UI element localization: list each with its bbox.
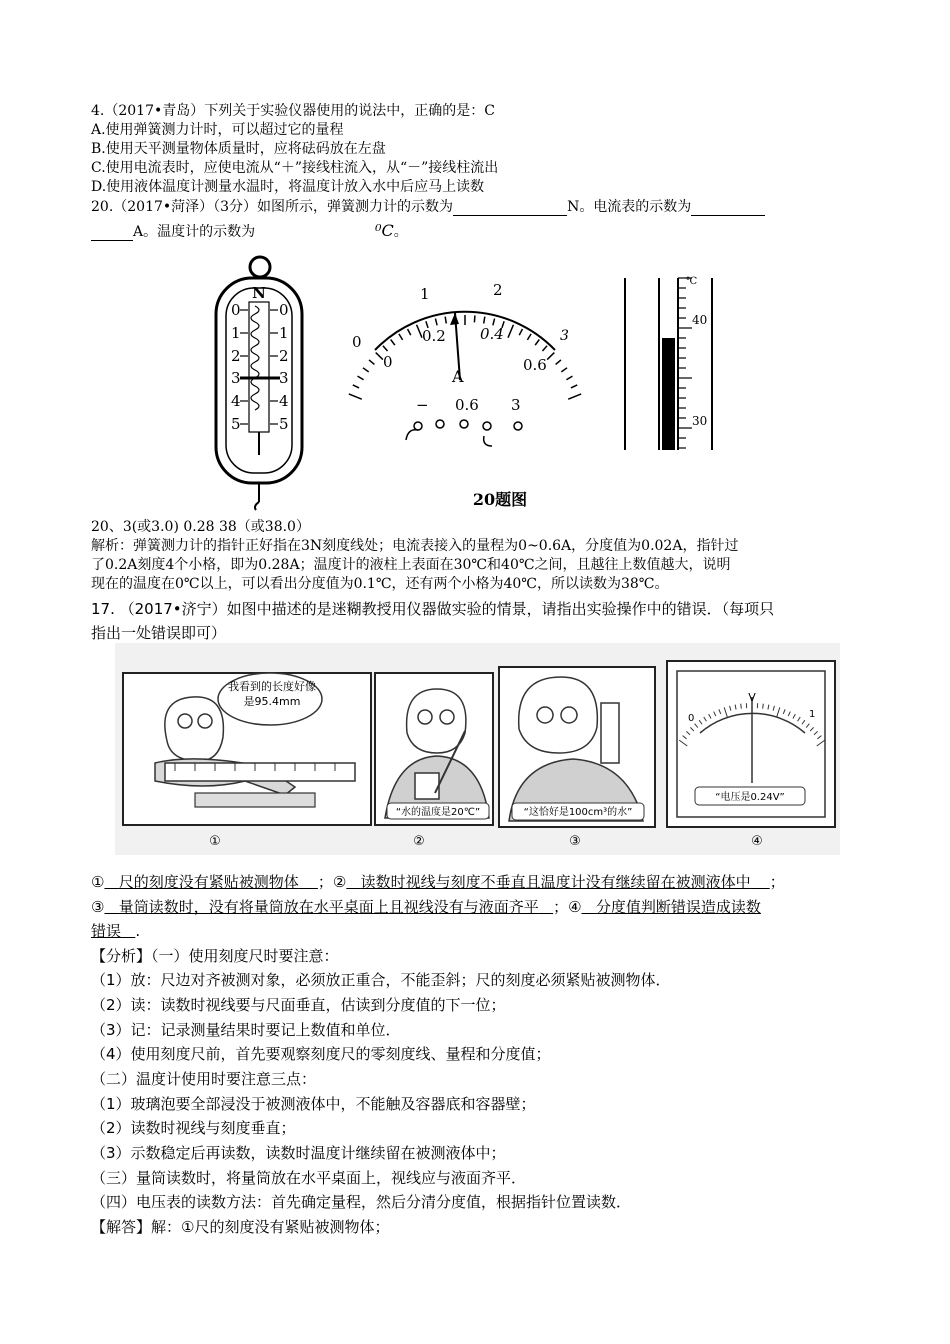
ammeter-minor-0.4: 0.4 [480,325,504,343]
panel-2-number: ② [413,834,425,849]
scale-number-right-2: 2 [279,347,289,365]
voltmeter-right: 1 [809,709,816,720]
thermo-mark-30: 30 [692,414,708,428]
ammeter-tick [358,376,364,380]
q20-blank-spring[interactable] [453,201,567,216]
panel-4-bubble: “电压是0.24V” [715,792,785,803]
panel-1-bubble: 我看到的长度好像是95.4mm [228,680,316,708]
ammeter-tick [508,325,513,338]
q4-option-d: D.使用液体温度计测量水温时，将温度计放入水中后应马上读数 [91,179,485,195]
scale-number-left-2: 2 [231,347,241,365]
spring-scale [216,257,302,510]
terminal-label-3: 3 [511,396,521,414]
terminal-label-0.6: 0.6 [455,396,479,414]
q17-analysis-10: （四）电压表的读数方法：首先确定量程，然后分清分度值，根据指针位置读数． [91,1193,632,1211]
scale-number-right-5: 5 [279,415,289,433]
ammeter-tick [542,346,547,351]
ammeter-tick [571,385,577,388]
ammeter-tick [566,376,572,380]
terminal-screws [406,420,522,446]
ammeter-minor-0.2: 0.2 [422,327,446,345]
q4-option-c: C.使用电流表时，应使电流从“＋”接线柱流入，从“－”接线柱流出 [91,160,499,176]
ammeter-tick [474,315,475,322]
thermo-unit: ℃ [686,276,698,287]
q4-option-a: A.使用弹簧测力计时，可以超过它的量程 [91,122,344,138]
ammeter [349,281,581,446]
voltmeter-symbol: V [748,691,756,704]
q17-answer-line3: 错误 . [91,922,141,940]
panel-1-number: ① [209,834,221,849]
q20-stem-b: N。电流表的示数为 [567,199,692,215]
answer-1: 尺的刻度没有紧贴被测物体 [118,873,299,891]
scale-number-right-0: 0 [279,301,289,319]
scale-number-right-4: 4 [279,392,289,410]
q20-stem-d: 。 [393,224,408,240]
answer-2-end: ； [769,873,785,891]
q20-stem-line2 [91,222,408,241]
ammeter-tick [363,368,369,372]
ammeter-tick [399,334,403,340]
q17-analysis-4: （4）使用刻度尺前，首先要观察刻度尺的零刻度线、量程和分度值； [91,1045,551,1063]
ammeter-tick [349,394,362,399]
q17-analysis-11: 【解答】解：①尺的刻度没有紧贴被测物体； [91,1218,390,1236]
panel-1 [123,673,371,825]
q20-blank-current-a[interactable] [691,201,765,216]
q17-analysis-2: （2）读：读数时视线要与尺面垂直，估读到分度值的下一位； [91,996,506,1014]
ammeter-major-1: 1 [420,285,430,303]
answer-2: 读数时视线与刻度不垂直且温度计没有继续留在被测液体中 [360,873,751,891]
figure-17 [115,643,840,855]
ammeter-tick [484,317,485,324]
ammeter-minor-0.6: 0.6 [523,356,547,374]
q17-analysis-1: （1）放：尺边对齐被测对象，必须放正重合，不能歪斜；尺的刻度必须紧贴被测物体． [91,971,671,989]
thermo-mark-40: 40 [692,313,708,327]
scale-number-left-1: 1 [231,324,241,342]
figure-20 [200,250,740,515]
q20-stem-line1 [91,198,765,216]
ammeter-major-2: 2 [493,281,503,299]
q20-analysis-3: 现在的温度在0℃以上，可以看出分度值为0.1℃，还有两个小格为40℃，所以读数为38℃。 [91,576,669,592]
ammeter-tick [435,319,437,326]
ammeter-tick [369,360,374,364]
q20-stem-c: A。温度计的示数为 [133,224,256,240]
scale-number-right-3: 3 [279,369,289,387]
panel-4 [667,661,835,827]
ammeter-tick [383,346,388,351]
panel-2 [375,673,493,825]
ammeter-tick [519,329,522,335]
ammeter-tick [527,334,531,340]
q20-unit: ⁰C [375,221,394,240]
answer-4b: 错误 [91,922,122,940]
panel-3 [499,667,655,827]
q20-analysis-1: 解析：弹簧测力计的指针正好指在3N刻度线处；电流表接入的量程为0~0.6A，分度值为0.02A，指针过 [91,538,739,554]
q4-stem: 4.（2017•青岛）下列关于实验仪器使用的说法中，正确的是：C [91,103,495,119]
panel-2-bubble: “水的温度是20℃” [395,807,481,818]
q17-analysis-6: （1）玻璃泡要全部浸没于被测液体中，不能触及容器底和容器壁； [91,1095,536,1113]
answer-4a: 分度值判断错误造成读数 [595,898,761,916]
thermometer [625,276,712,450]
answer-4-num: ；④ [553,898,582,916]
voltmeter-tick [741,704,742,709]
scale-number-right-1: 1 [279,324,289,342]
answer-2-num: ；② [317,873,347,891]
q20-answer: 20、3(或3.0) 0.28 38（或38.0） [91,519,310,535]
answer-1-num: ① [91,873,105,891]
panel-3-number: ③ [569,834,581,849]
q20-stem-a: 20.（2017•菏泽）（3分）如图所示，弹簧测力计的示数为 [91,199,454,215]
scale-number-left-0: 0 [231,301,241,319]
q17-stem-2: 指出一处错误即可） [91,624,227,642]
spring-scale-letter: N [252,284,266,302]
answer-3: 量筒读数时，没有将量筒放在水平桌面上且视线没有与液面齐平 [118,898,539,916]
ammeter-tick [408,329,411,335]
q17-analysis-0: 【分析】（一）使用刻度尺时要注意： [91,947,339,965]
q17-analysis-5: （二）温度计使用时要注意三点： [91,1070,317,1088]
answer-3-num: ③ [91,898,105,916]
ammeter-tick [547,353,554,360]
q17-analysis-8: （3）示数稳定后再读数，读数时温度计继续留在被测液体中； [91,1144,506,1162]
ammeter-major-0: 0 [352,333,362,351]
ammeter-tick [535,339,539,345]
terminal-label-negative: − [416,396,429,414]
ammeter-tick [561,368,567,372]
q20-analysis-2: 了0.2A刻度4个小格，即为0.28A；温度计的液柱上表面在30℃和40℃之间，且越往上数值越大，说明 [91,557,731,573]
q17-analysis-7: （2）读数时视线与刻度垂直； [91,1119,296,1137]
ammeter-minor-0: 0 [383,353,393,371]
voltmeter-left: 0 [688,713,695,724]
q17-answer-line2 [91,895,761,919]
q17-stem-1: 17. （2017•济宁）如图中描述的是迷糊教授用仪器做实验的情景，请指出实验操作中的错误．（每项只 [91,600,775,618]
figure-20-caption: 20题图 [472,490,528,509]
ammeter-tick [445,317,446,324]
ammeter-tick [376,353,383,360]
q4-option-b: B.使用天平测量物体质量时，应将砝码放在左盘 [91,141,386,157]
q17-analysis-9: （三）量筒读数时，将量筒放在水平桌面上，视线应与液面齐平． [91,1169,527,1187]
q20-blank-current-b[interactable] [91,226,133,241]
q17-answer-line1 [91,870,785,894]
voltmeter-tick [763,704,764,709]
ammeter-tick [556,360,561,364]
ammeter-symbol: A [452,367,464,386]
scale-number-left-4: 4 [231,392,241,410]
scale-number-left-5: 5 [231,415,241,433]
ammeter-tick [353,385,359,388]
panel-3-bubble: “这恰好是100cm³的水” [523,807,633,818]
ammeter-major-3: 3 [560,328,569,344]
ammeter-tick [568,394,581,399]
ammeter-tick [391,339,395,345]
scale-number-left-3: 3 [231,369,241,387]
q17-analysis-3: （3）记：记录测量结果时要记上数值和单位． [91,1021,401,1039]
panel-4-number: ④ [751,834,763,849]
